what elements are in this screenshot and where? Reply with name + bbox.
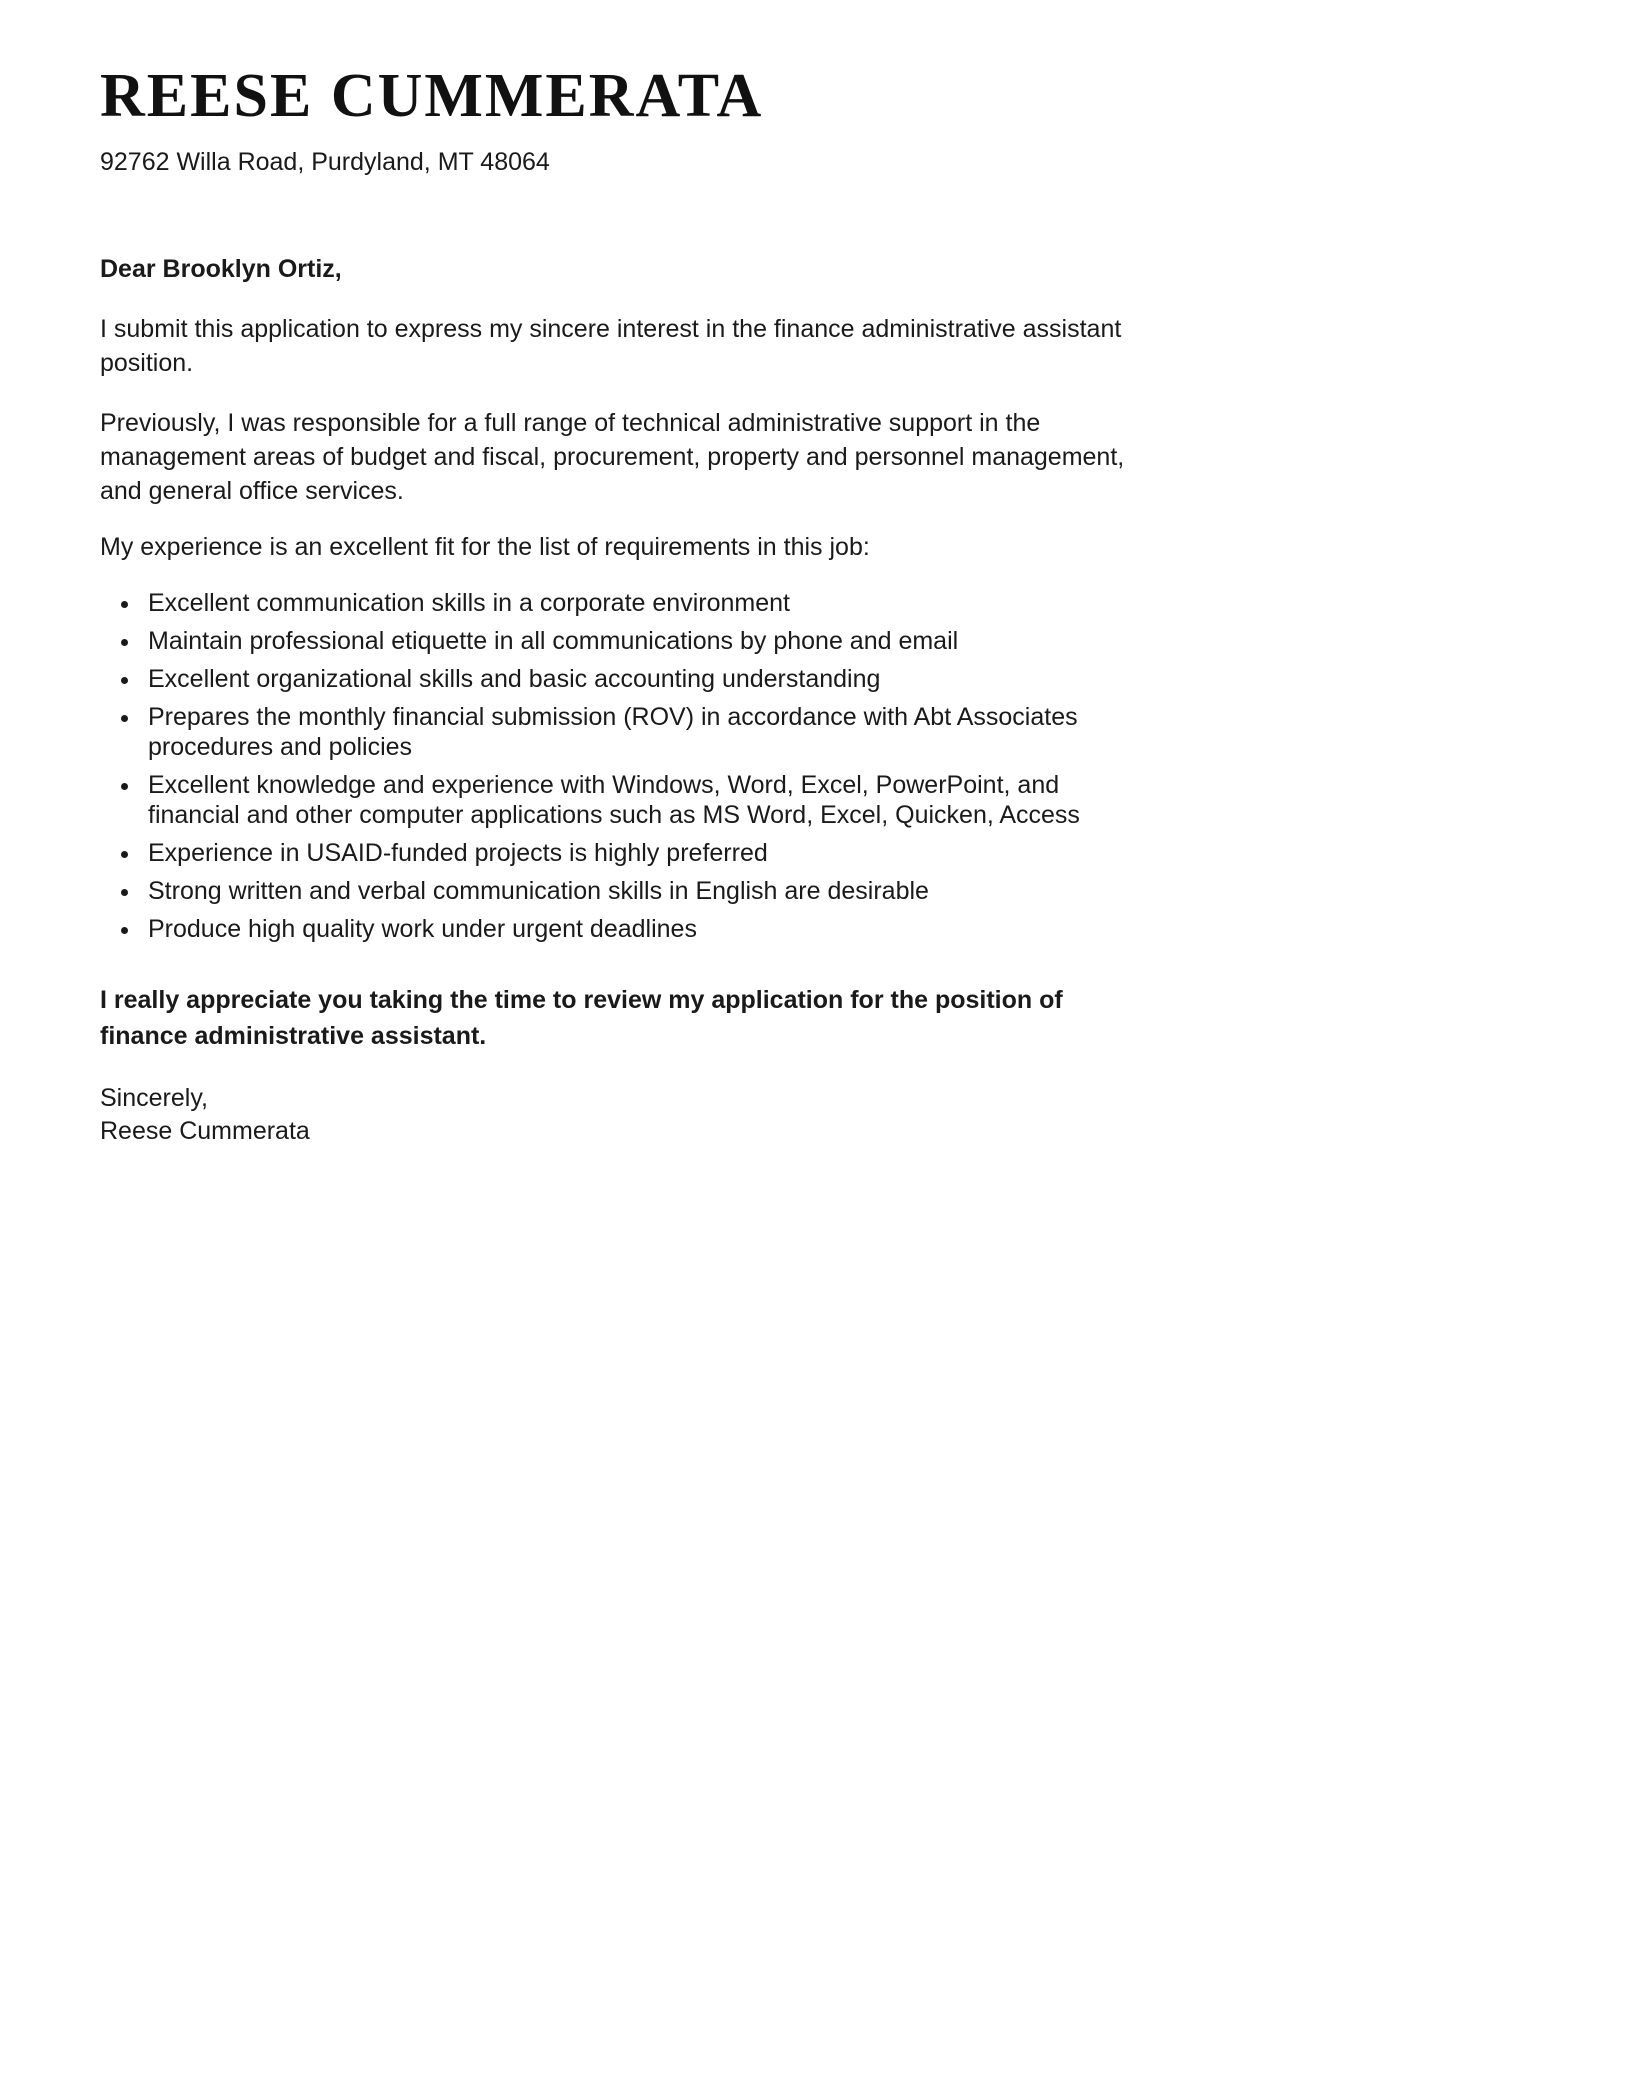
paragraph-fit: My experience is an excellent fit for the list of requirements in this job: — [100, 533, 870, 562]
list-item: • Excellent organizational skills and basic accounting understanding — [142, 664, 1152, 694]
list-item: • Maintain professional etiquette in all communications by phone and email — [142, 626, 1152, 656]
paragraph-interest: I submit this application to express my sincere interest in the finance administrative assistant position. — [100, 315, 1122, 378]
salutation: Dear Brooklyn Ortiz, — [100, 255, 342, 284]
closing-paragraph: I really appreciate you taking the time to review my application for the position of finance administrative assistant. — [100, 986, 1063, 1051]
letter-title: REESE CUMMERATA — [100, 62, 764, 130]
signature-name: Reese Cummerata — [100, 1117, 310, 1146]
signoff: Sincerely, — [100, 1084, 208, 1113]
requirements-list — [100, 588, 1152, 944]
list-item: • Prepares the monthly financial submission (ROV) in accordance with Abt Associates procedures and policies — [142, 702, 1152, 762]
address-line: 92762 Willa Road, Purdyland, MT 48064 — [100, 148, 550, 177]
list-item: • Excellent communication skills in a corporate environment — [142, 588, 1152, 618]
list-item: • Strong written and verbal communication skills in English are desirable — [142, 876, 1152, 906]
list-item: • Experience in USAID-funded projects is highly preferred — [142, 838, 1152, 868]
list-item: • Excellent knowledge and experience with Windows, Word, Excel, PowerPoint, and financial and other computer applications such as MS Word, Excel, Quicken, Access — [142, 770, 1152, 830]
list-item: • Produce high quality work under urgent deadlines — [142, 914, 1152, 944]
paragraph-experience: Previously, I was responsible for a full range of technical administrative support in the management areas of budget and fiscal, procurement, property and personnel management, and general office services. — [100, 409, 1125, 506]
